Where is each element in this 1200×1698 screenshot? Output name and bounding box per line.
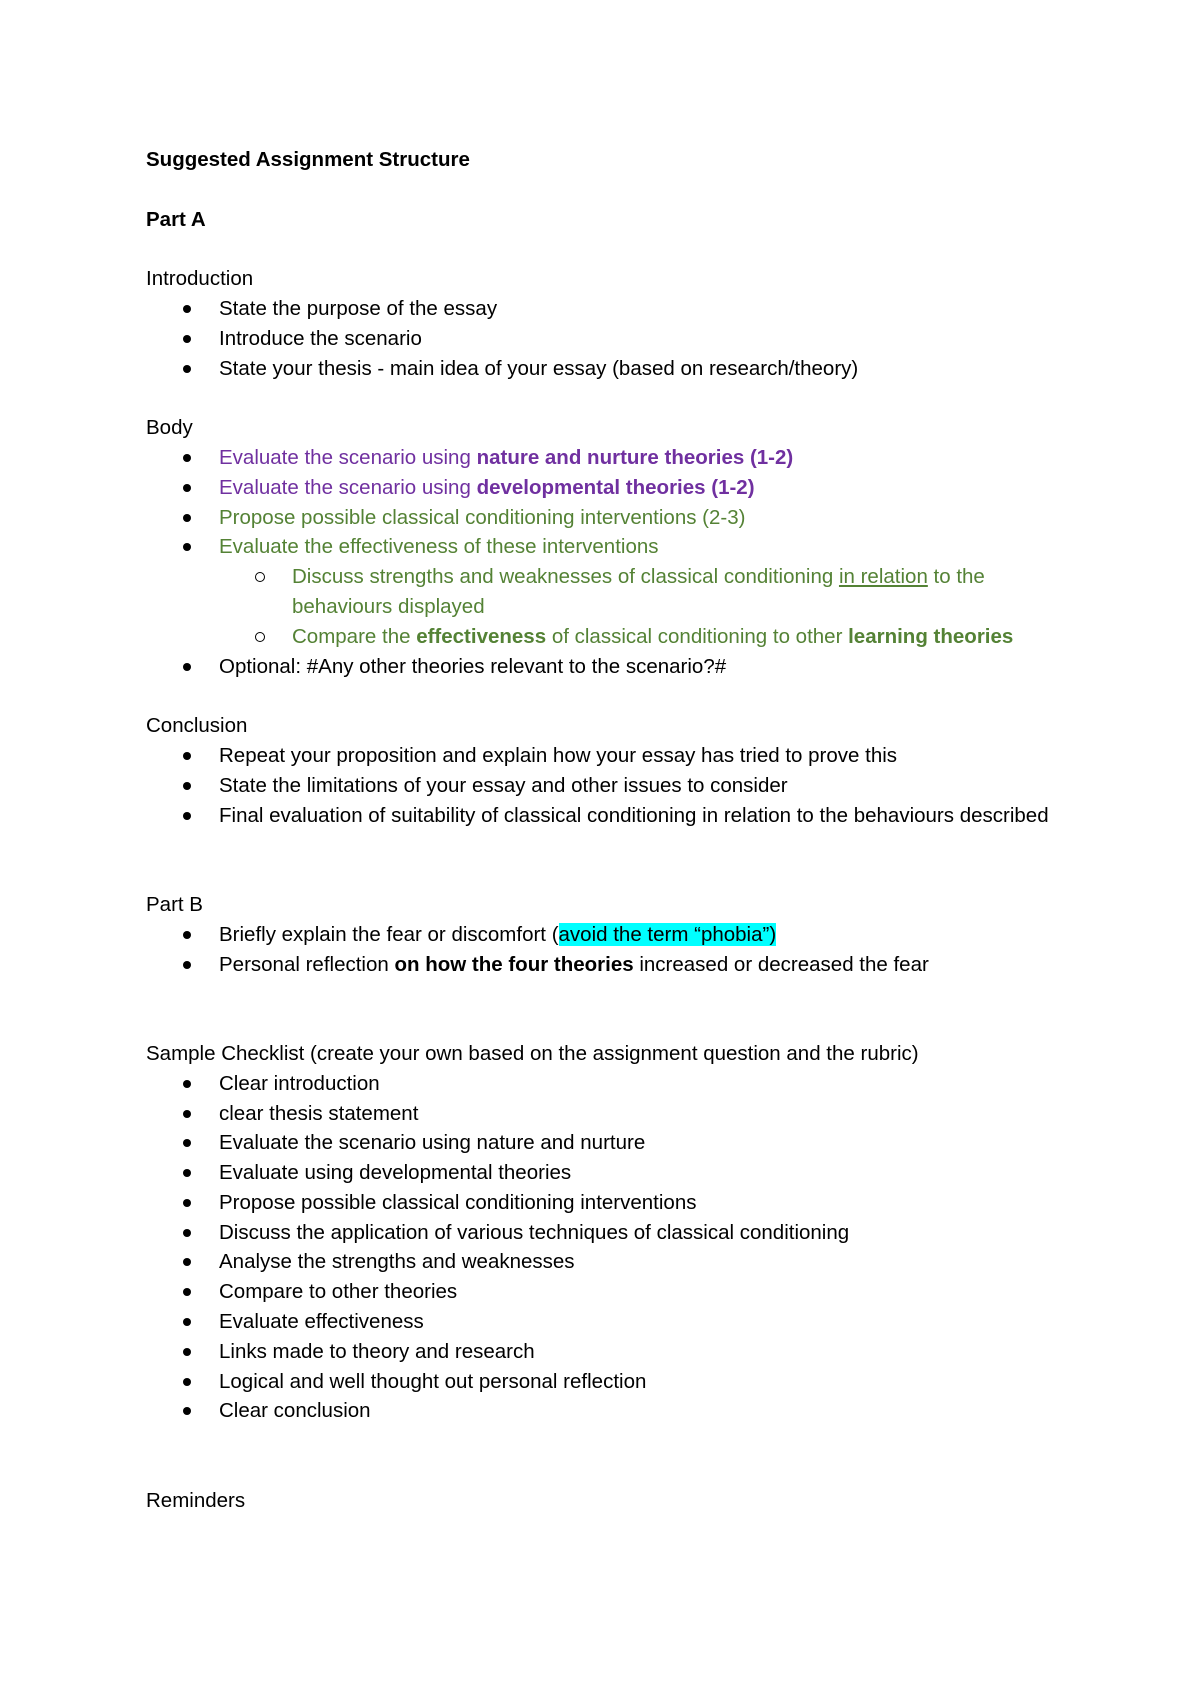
bullet-icon — [183, 1169, 191, 1177]
checklist-item: Links made to theory and research — [146, 1337, 1066, 1367]
checklist-item: Logical and well thought out personal reflection — [146, 1367, 1066, 1397]
list-item: State your thesis - main idea of your essay (based on research/theory) — [146, 354, 1066, 384]
bullet-icon — [183, 1110, 191, 1118]
document-title: Suggested Assignment Structure — [146, 148, 470, 171]
bullet-icon — [183, 1199, 191, 1207]
list-item: State the limitations of your essay and other issues to consider — [146, 771, 1066, 801]
part-a-heading: Part A — [146, 207, 206, 231]
checklist-item: Clear conclusion — [146, 1396, 1066, 1426]
bullet-icon — [183, 931, 191, 939]
list-item: Repeat your proposition and explain how your essay has tried to prove this — [146, 741, 1066, 771]
bullet-icon — [183, 1229, 191, 1237]
bullet-icon — [183, 1139, 191, 1147]
bullet-icon — [183, 1407, 191, 1415]
body-list — [146, 443, 1066, 681]
checklist-item: Propose possible classical conditioning interventions — [146, 1188, 1066, 1218]
bullet-icon — [183, 335, 191, 343]
bullet-icon — [183, 1080, 191, 1088]
bullet-icon — [183, 1258, 191, 1266]
circle-bullet-icon — [255, 572, 265, 582]
list-item: Introduce the scenario — [146, 324, 1066, 354]
bullet-icon — [183, 543, 191, 551]
bullet-icon — [183, 514, 191, 522]
bullet-icon — [183, 365, 191, 373]
list-item: Evaluate the scenario using nature and nurture theories (1-2) — [146, 443, 1066, 473]
bullet-icon — [183, 1348, 191, 1356]
bullet-icon — [183, 305, 191, 313]
document-page — [146, 145, 1066, 1516]
reminders-heading: Reminders — [146, 1488, 246, 1512]
checklist-item: clear thesis statement — [146, 1099, 1066, 1129]
bullet-icon — [183, 1378, 191, 1386]
checklist-item: Discuss the application of various techniques of classical conditioning — [146, 1218, 1066, 1248]
list-item: Final evaluation of suitability of classical conditioning in relation to the behaviours described — [146, 801, 1066, 831]
bullet-icon — [183, 1318, 191, 1326]
list-item: Personal reflection on how the four theories increased or decreased the fear — [146, 950, 1066, 980]
list-item: Propose possible classical conditioning interventions (2-3) — [146, 503, 1066, 533]
checklist-item: Evaluate the scenario using nature and nurture — [146, 1128, 1066, 1158]
list-item: Evaluate the scenario using developmental theories (1-2) — [146, 473, 1066, 503]
conclusion-heading: Conclusion — [146, 714, 248, 738]
bullet-icon — [183, 454, 191, 462]
introduction-heading: Introduction — [146, 267, 254, 291]
part-b-heading: Part B — [146, 892, 203, 916]
sub-list-item: Discuss strengths and weaknesses of classical conditioning in relation to the behaviours displayed — [219, 562, 1066, 622]
bullet-icon — [183, 663, 191, 671]
introduction-list — [146, 294, 1066, 383]
checklist-list — [146, 1069, 1066, 1427]
list-item: State the purpose of the essay — [146, 294, 1066, 324]
bullet-icon — [183, 961, 191, 969]
bullet-icon — [183, 1288, 191, 1296]
conclusion-list — [146, 741, 1066, 830]
checklist-item: Evaluate using developmental theories — [146, 1158, 1066, 1188]
bullet-icon — [183, 752, 191, 760]
checklist-item: Analyse the strengths and weaknesses — [146, 1247, 1066, 1277]
circle-bullet-icon — [255, 632, 265, 642]
part-b-list — [146, 920, 1066, 980]
list-item: Briefly explain the fear or discomfort (avoid the term “phobia”) — [146, 920, 1066, 950]
checklist-item: Compare to other theories — [146, 1277, 1066, 1307]
sub-list — [219, 562, 1066, 651]
list-item: Evaluate the effectiveness of these interventions Discuss strengths and weaknesses of classical conditioning in relation to the behaviours displayed Compare the effectiveness of classical conditioning to other learning theories — [146, 532, 1066, 651]
list-item: Optional: #Any other theories relevant to the scenario?# — [146, 652, 1066, 682]
checklist-item: Evaluate effectiveness — [146, 1307, 1066, 1337]
bullet-icon — [183, 484, 191, 492]
checklist-heading: Sample Checklist (create your own based on the assignment question and the rubric) — [146, 1041, 919, 1065]
bullet-icon — [183, 782, 191, 790]
checklist-item: Clear introduction — [146, 1069, 1066, 1099]
sub-list-item: Compare the effectiveness of classical conditioning to other learning theories — [219, 622, 1066, 652]
body-heading: Body — [146, 416, 193, 440]
bullet-icon — [183, 812, 191, 820]
highlighted-text: avoid the term “phobia”) — [558, 922, 777, 946]
